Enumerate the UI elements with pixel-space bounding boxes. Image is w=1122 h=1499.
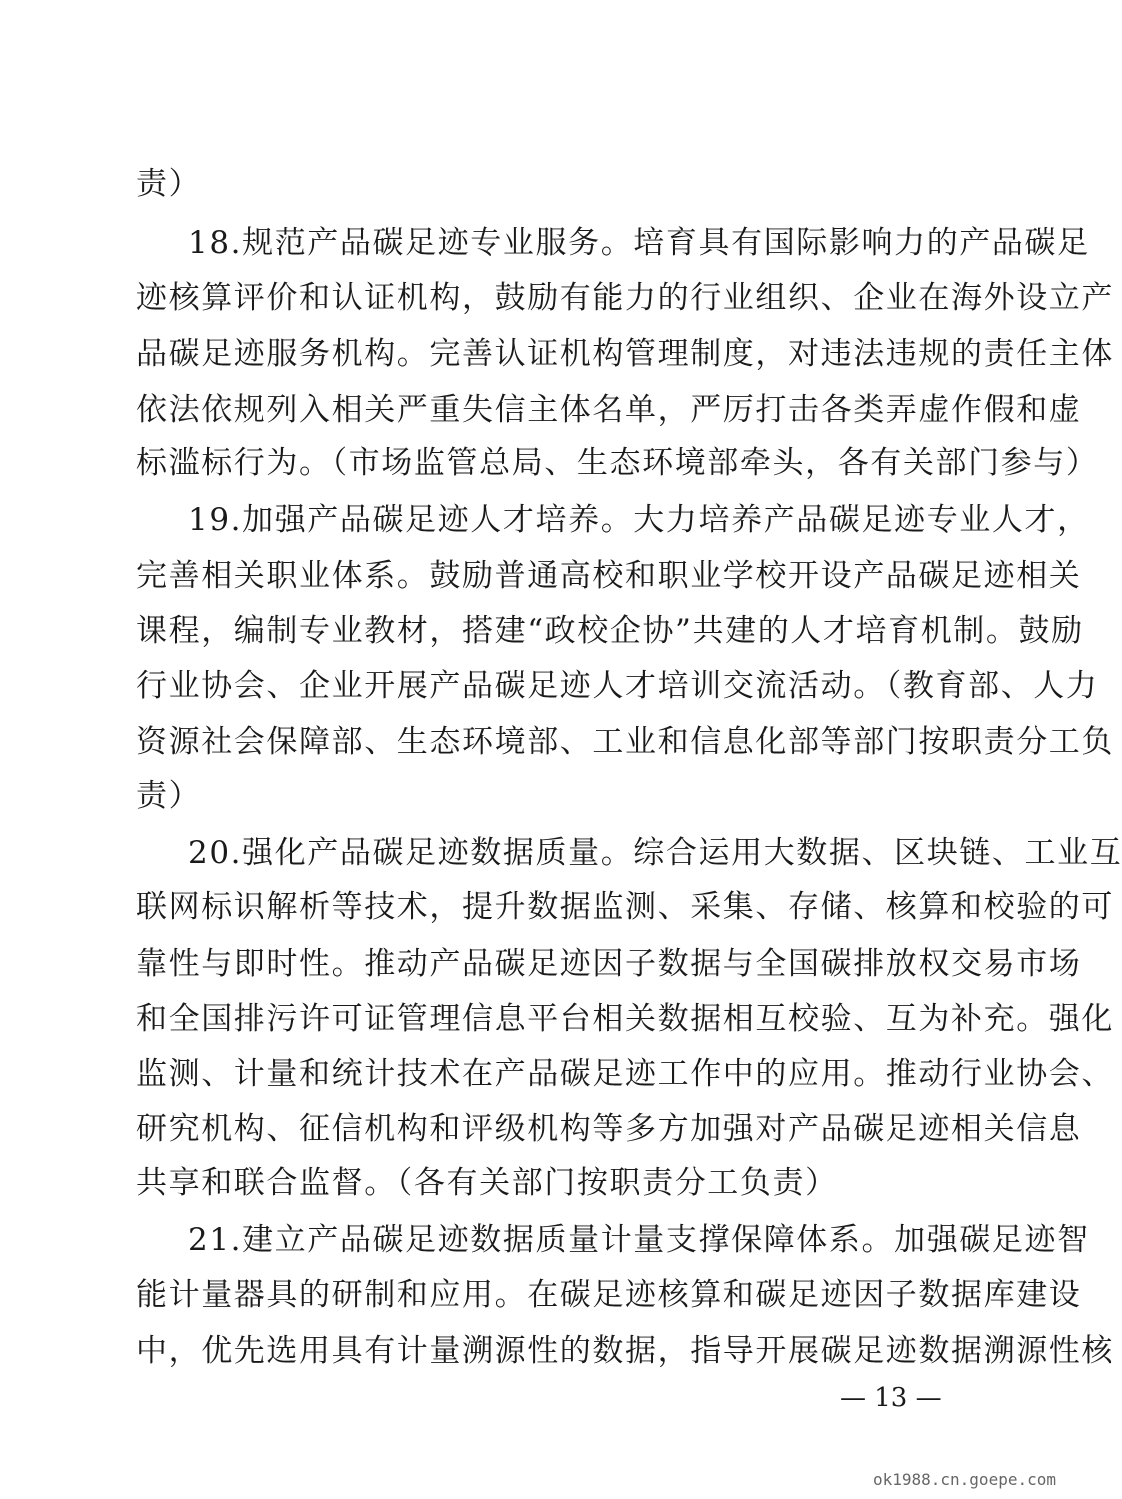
text-line: 和全国排污许可证管理信息平台相关数据相互校验、互为补充。强化 bbox=[136, 1001, 1114, 1037]
text-line: 行业协会、企业开展产品碳足迹人才培训交流活动。（教育部、人力 bbox=[136, 668, 1099, 704]
section-19-heading-line: 19.加强产品碳足迹人才培养。大力培养产品碳足迹专业人才， bbox=[188, 502, 1090, 538]
text-line: 靠性与即时性。推动产品碳足迹因子数据与全国碳排放权交易市场 bbox=[136, 946, 1082, 982]
text-line: 迹核算评价和认证机构，鼓励有能力的行业组织、企业在海外设立产 bbox=[136, 280, 1114, 316]
text-line: 责） bbox=[136, 166, 202, 202]
text-line: 中，优先选用具有计量溯源性的数据，指导开展碳足迹数据溯源性核 bbox=[136, 1333, 1114, 1369]
text-line: 依法依规列入相关严重失信主体名单，严厉打击各类弄虚作假和虚 bbox=[136, 392, 1082, 428]
text-line: 研究机构、征信机构和评级机构等多方加强对产品碳足迹相关信息 bbox=[136, 1111, 1082, 1147]
section-20-heading-line: 20.强化产品碳足迹数据质量。综合运用大数据、区块链、工业互 bbox=[188, 835, 1122, 871]
page-number: — 13 — bbox=[840, 1383, 942, 1413]
text-line: 品碳足迹服务机构。完善认证机构管理制度，对违法违规的责任主体 bbox=[136, 336, 1114, 372]
text-line: 共享和联合监督。（各有关部门按职责分工负责） bbox=[136, 1165, 838, 1201]
source-watermark: ok1988.cn.goepe.com bbox=[872, 1470, 1056, 1489]
section-21-heading-line: 21.建立产品碳足迹数据质量计量支撑保障体系。加强碳足迹智 bbox=[188, 1222, 1090, 1258]
text-line: 责） bbox=[136, 778, 202, 814]
text-line: 能计量器具的研制和应用。在碳足迹核算和碳足迹因子数据库建设 bbox=[136, 1277, 1082, 1313]
text-line: 监测、计量和统计技术在产品碳足迹工作中的应用。推动行业协会、 bbox=[136, 1056, 1114, 1092]
text-line: 完善相关职业体系。鼓励普通高校和职业学校开设产品碳足迹相关 bbox=[136, 558, 1082, 594]
section-18-heading-line: 18.规范产品碳足迹专业服务。培育具有国际影响力的产品碳足 bbox=[188, 225, 1090, 261]
text-line: 标滥标行为。（市场监管总局、生态环境部牵头，各有关部门参与） bbox=[136, 445, 1099, 481]
text-line: 联网标识解析等技术，提升数据监测、采集、存储、核算和校验的可 bbox=[136, 889, 1114, 925]
text-line: 课程，编制专业教材，搭建“政校企协”共建的人才培育机制。鼓励 bbox=[136, 613, 1084, 649]
text-line: 资源社会保障部、生态环境部、工业和信息化部等部门按职责分工负 bbox=[136, 724, 1114, 760]
